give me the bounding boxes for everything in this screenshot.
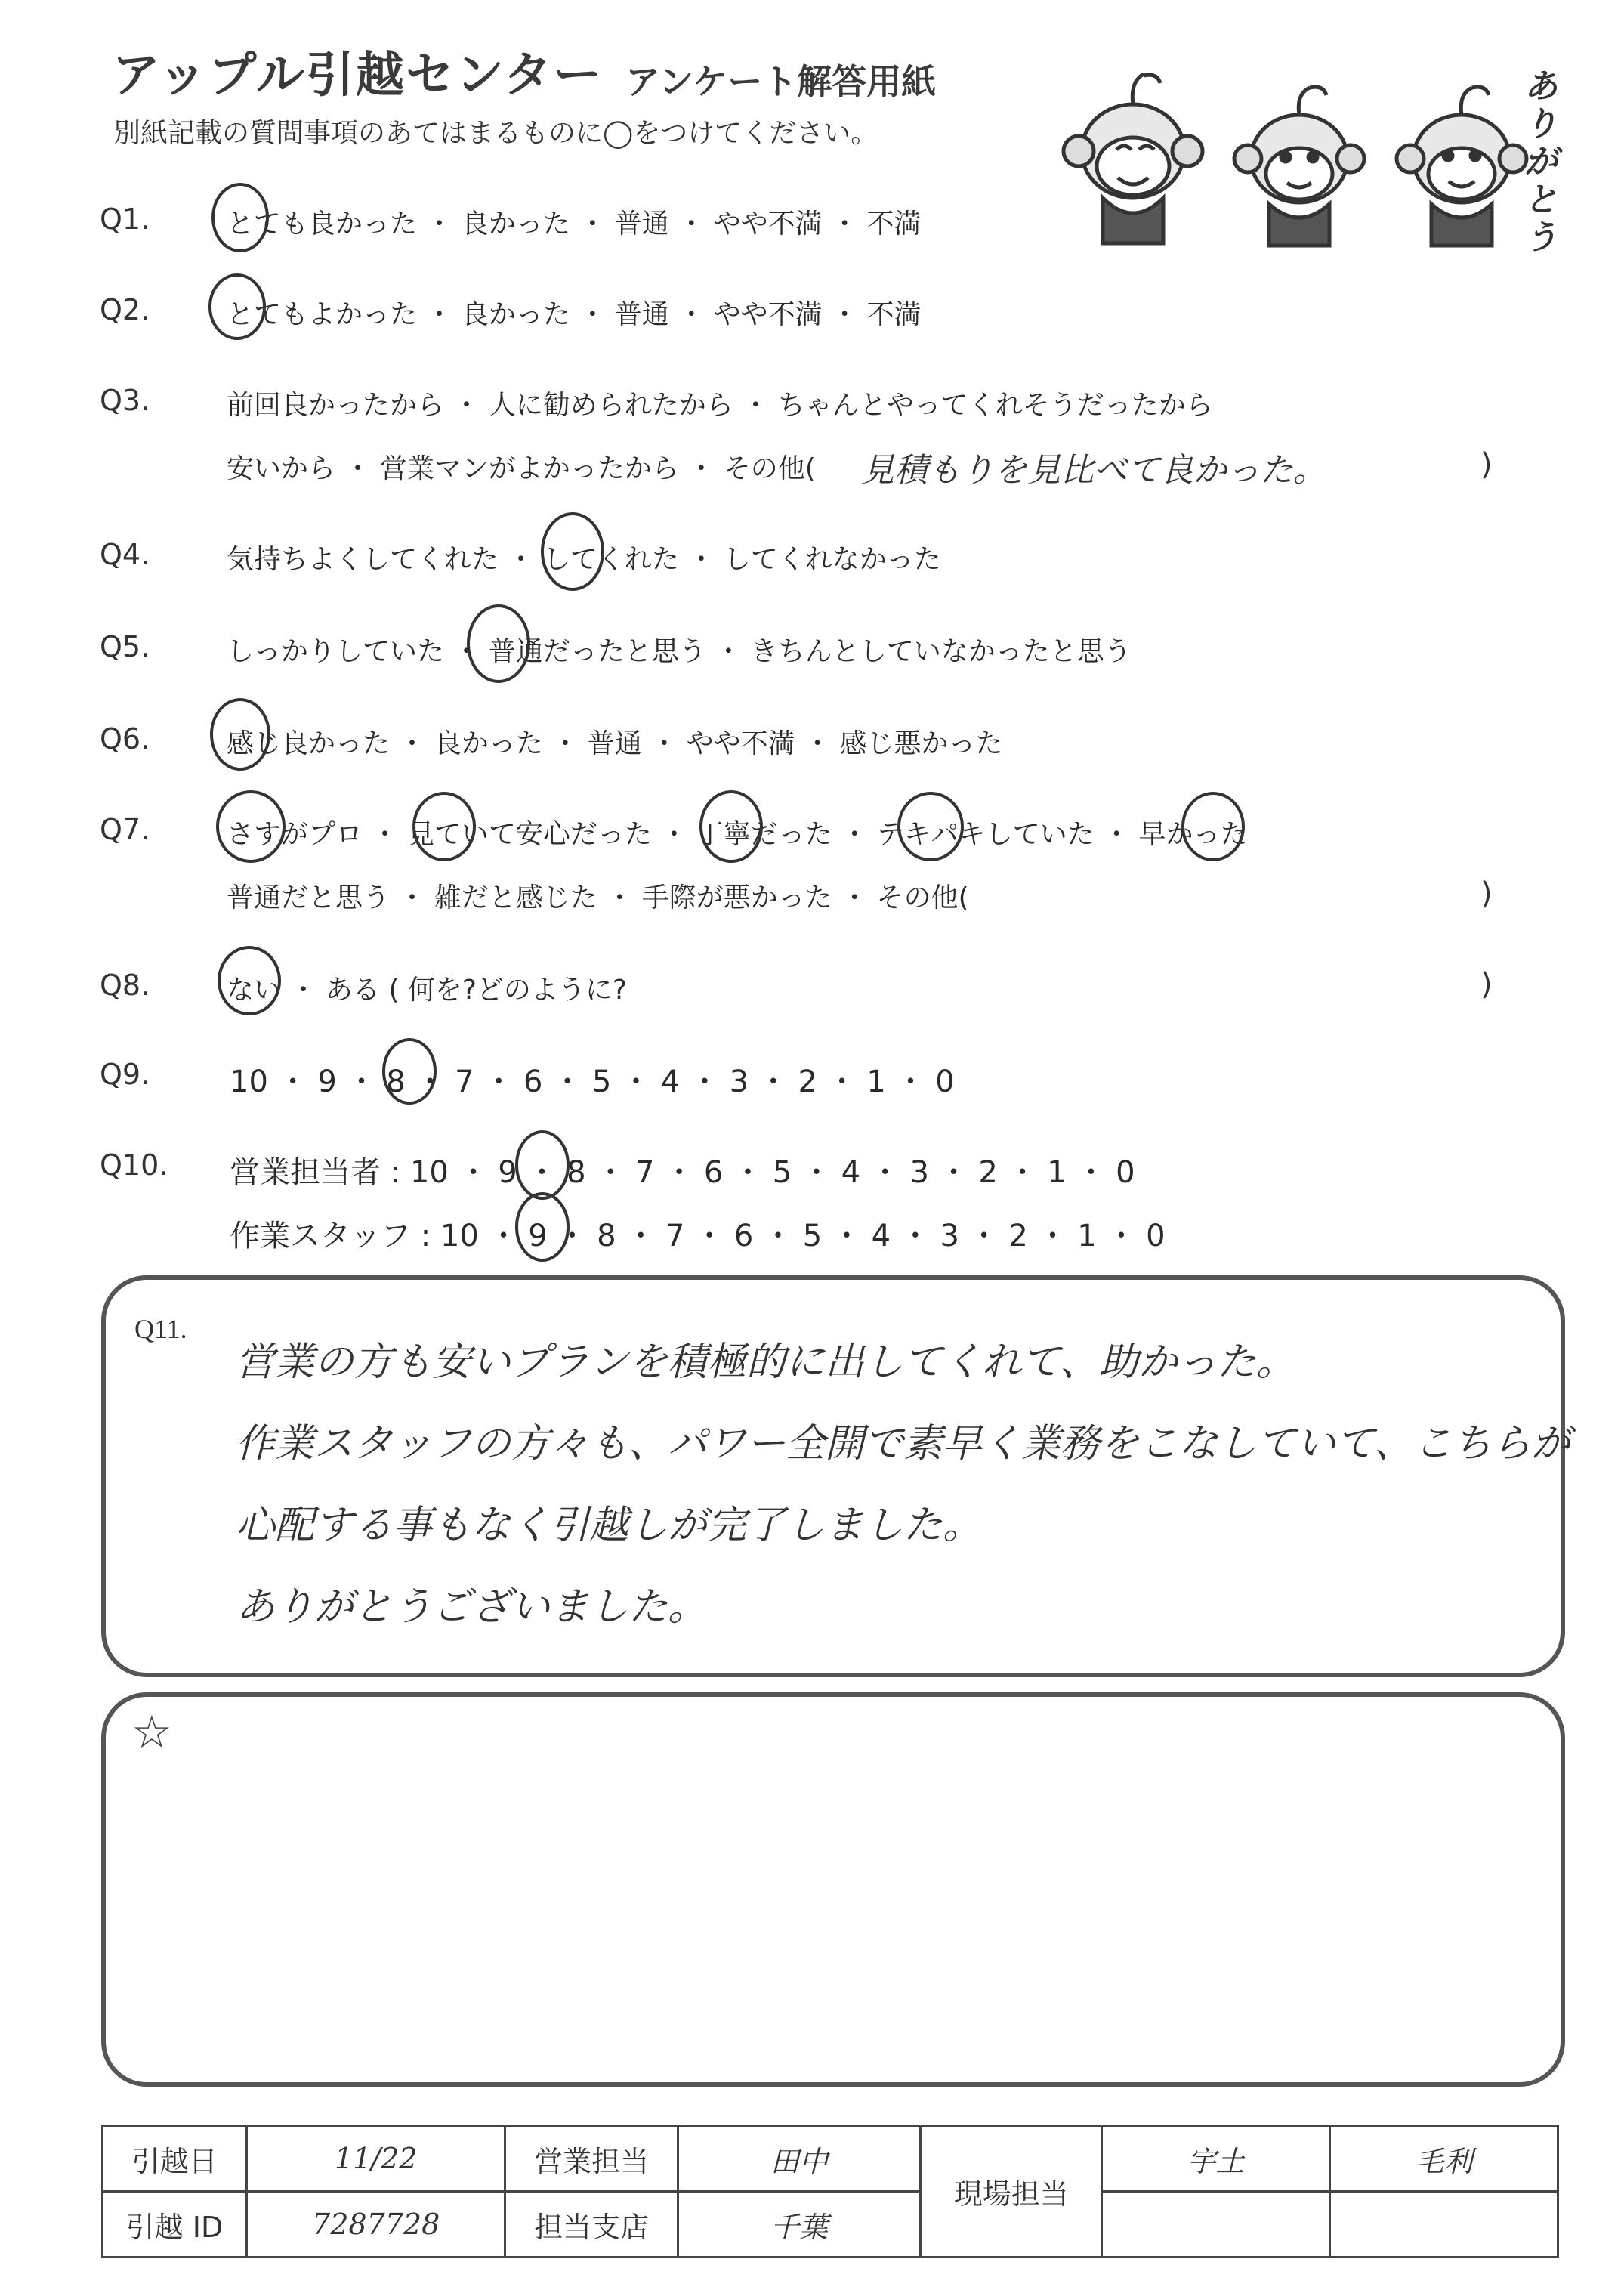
site-staff-empty-2 — [1330, 2192, 1558, 2257]
q9-scale[interactable]: 10 ・ 9 ・ 8 ・ 7 ・ 6 ・ 5 ・ 4 ・ 3 ・ 2 ・ 1 ・ 0 — [230, 1065, 955, 1099]
q1-options[interactable]: とても良かった ・ 良かった ・ 普通 ・ やや不満 ・ 不満 — [227, 209, 922, 239]
q10-staff-scale[interactable]: 作業スタッフ : 10 ・ 9 ・ 8 ・ 7 ・ 6 ・ 5 ・ 4 ・ 3 ・ 2 ・ 1 ・ 0 — [230, 1219, 1166, 1253]
form-title: アップル引越センター — [112, 48, 604, 104]
q7-options-line1[interactable]: さすがプロ ・ 見ていて安心だった ・ 丁寧だった ・ テキパキしていた ・ 早かった — [227, 819, 1248, 850]
q7-answer-circle-4 — [899, 793, 962, 860]
q3-options-line1[interactable]: 前回良かったから ・ 人に勧められたから ・ ちゃんとやってくれそうだったから — [227, 390, 1213, 421]
q1-answer-circle — [213, 184, 267, 251]
q4-options[interactable]: 気持ちよくしてくれた ・ してくれた ・ してくれなかった — [227, 544, 941, 575]
footer-table — [101, 2125, 1559, 2258]
q5-options[interactable]: しっかりしていた ・ 普通だったと思う ・ きちんとしていなかったと思う — [227, 636, 1132, 667]
site-staff-value-2: 毛利 — [1330, 2126, 1558, 2192]
q6-options[interactable]: 感じ良かった ・ 良かった ・ 普通 ・ やや不満 ・ 感じ悪かった — [227, 728, 1003, 759]
q8-close-paren: ) — [1480, 967, 1493, 1002]
q3-other-answer: 見積もりを見比べて良かった。 — [861, 451, 1326, 490]
q7-answer-circle-3 — [701, 792, 761, 861]
q8-options[interactable]: ない ・ ある ( 何を?どのように? — [227, 975, 628, 1006]
q7-label: Q7. — [100, 813, 150, 846]
q11-comment-line-4: ありがとうございました。 — [236, 1584, 708, 1630]
q10-label: Q10. — [100, 1148, 168, 1182]
site-staff-label: 現場担当 — [921, 2126, 1102, 2257]
q4-answer-circle — [542, 514, 603, 589]
q6-answer-circle — [211, 700, 269, 769]
q10-staff-answer-circle — [517, 1194, 568, 1260]
move-date-label: 引越日 — [103, 2126, 247, 2192]
thank-you-badge: ありがとう — [1524, 67, 1558, 257]
q7-answer-circle-5 — [1183, 793, 1243, 860]
q3-options-line2[interactable]: 安いから ・ 営業マンがよかったから ・ その他( — [227, 453, 816, 484]
sales-rep-label: 営業担当 — [505, 2126, 678, 2192]
q7-options-line2[interactable]: 普通だと思う ・ 雑だと感じた ・ 手際が悪かった ・ その他( — [227, 882, 969, 913]
q2-label: Q2. — [100, 293, 150, 326]
q7-close-paren: ) — [1480, 876, 1493, 911]
q3-label: Q3. — [100, 384, 150, 417]
q7-answer-circle-2 — [414, 793, 474, 860]
move-id-label: 引越 ID — [103, 2192, 247, 2257]
q11-comment-line-2: 作業スタッフの方々も、パワー全開で素早く業務をこなしていて、こちらが — [236, 1421, 1570, 1466]
q2-options[interactable]: とてもよかった ・ 良かった ・ 普通 ・ やや不満 ・ 不満 — [227, 299, 922, 330]
q10-sales-answer-circle — [517, 1132, 568, 1198]
q8-label: Q8. — [100, 969, 150, 1002]
site-staff-empty-1 — [1102, 2192, 1330, 2257]
q7-answer-circle-1 — [218, 792, 284, 861]
form-subtitle: アンケート解答用紙 — [625, 61, 937, 102]
move-date-value: 11/22 — [246, 2126, 505, 2192]
q4-label: Q4. — [100, 538, 150, 571]
move-id-value: 7287728 — [246, 2192, 505, 2257]
q11-label: Q11. — [134, 1314, 187, 1344]
q2-answer-circle — [210, 275, 264, 338]
q9-label: Q9. — [100, 1058, 150, 1091]
extra-comment-box — [101, 1692, 1565, 2087]
q5-label: Q5. — [100, 630, 150, 663]
q6-label: Q6. — [100, 722, 150, 756]
q11-comment-line-1: 営業の方も安いプランを積極的に出してくれて、助かった。 — [236, 1340, 1295, 1385]
star-symbol: ☆ — [131, 1706, 172, 1759]
sales-rep-value: 田中 — [678, 2126, 921, 2192]
q11-comment-line-3: 心配する事もなく引越しが完了しました。 — [236, 1503, 983, 1548]
q9-answer-circle — [384, 1040, 435, 1103]
q10-sales-scale[interactable]: 営業担当者 : 10 ・ 9 ・ 8 ・ 7 ・ 6 ・ 5 ・ 4 ・ 3 ・ 2 ・ 1 ・ 0 — [230, 1155, 1135, 1190]
instruction-text: 別紙記載の質問事項のあてはまるものに◯をつけてください。 — [113, 118, 878, 149]
q8-answer-circle — [219, 947, 279, 1014]
branch-value: 千葉 — [678, 2192, 921, 2257]
q3-close-paren: ) — [1480, 447, 1493, 482]
branch-label: 担当支店 — [505, 2192, 678, 2257]
q1-label: Q1. — [100, 202, 150, 236]
q5-answer-circle — [468, 606, 529, 681]
site-staff-value-1: 宇土 — [1102, 2126, 1330, 2192]
